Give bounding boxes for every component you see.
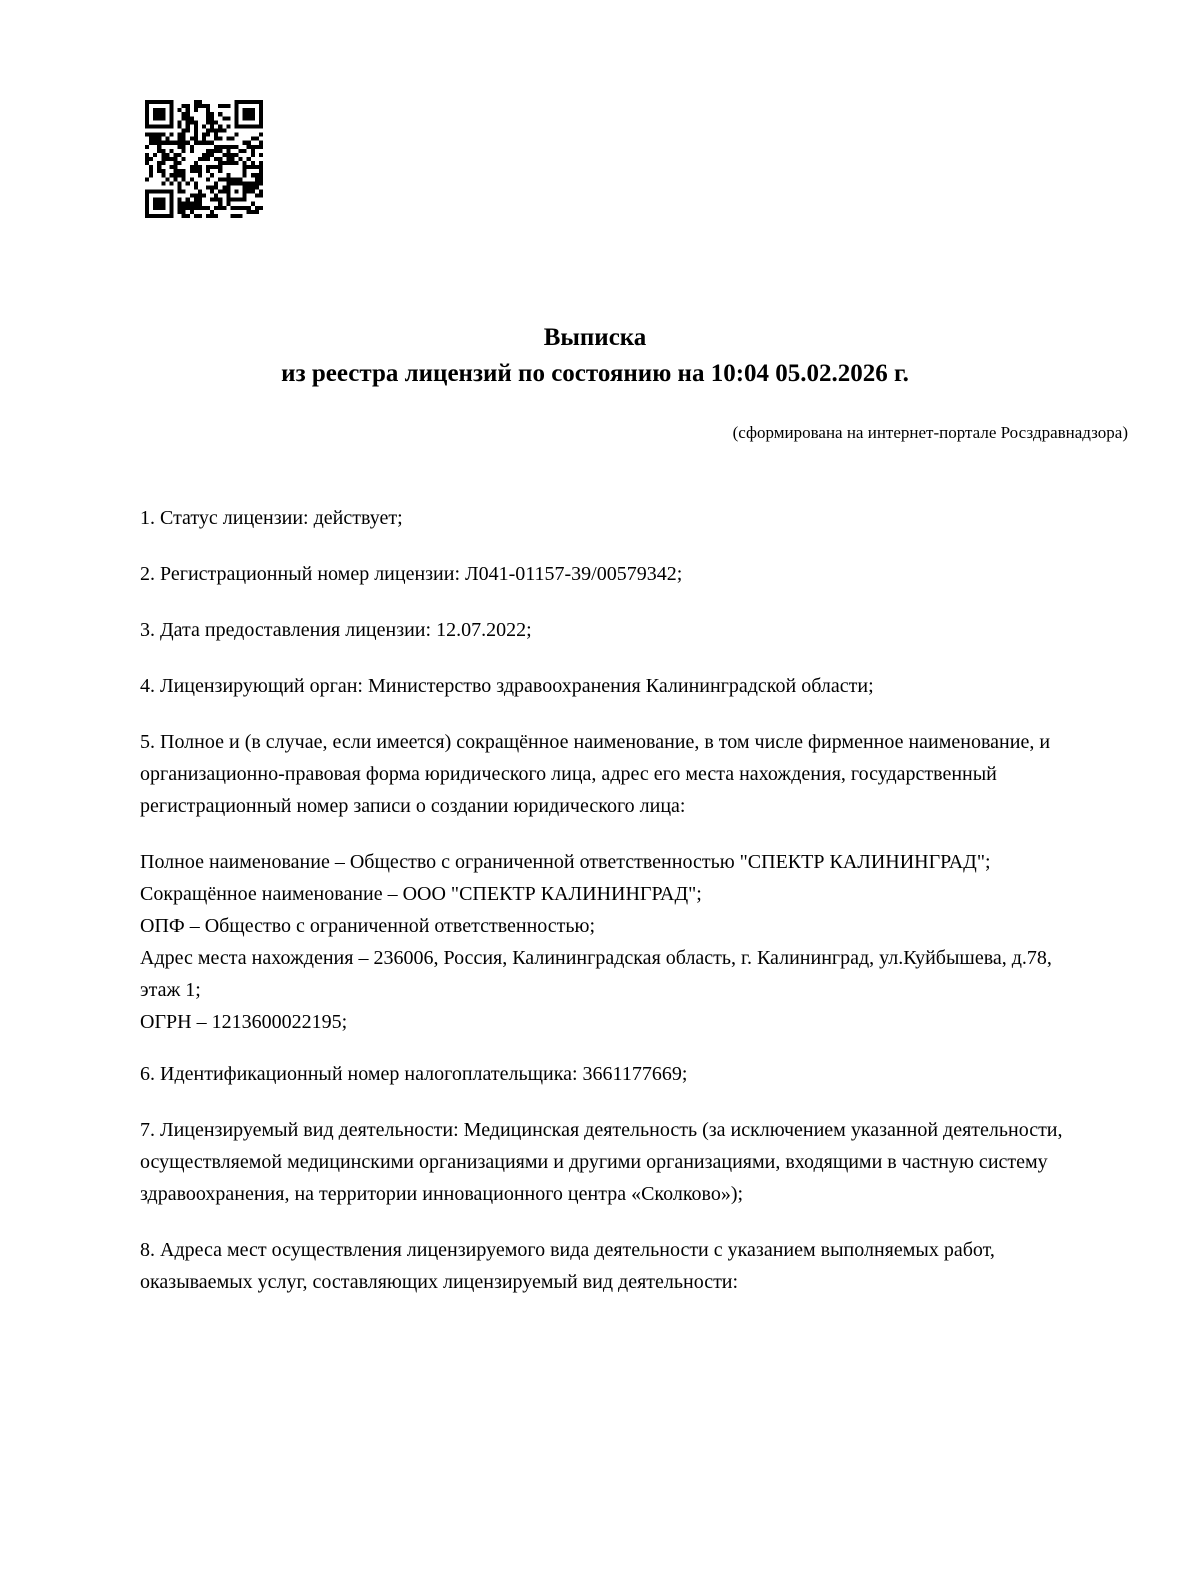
document-subtitle: (сформирована на интернет-портале Росздравнадзора) xyxy=(732,423,1128,442)
paragraph-7-activity-type xyxy=(140,1114,1090,1210)
qr-code-icon xyxy=(145,100,263,218)
title-line-2: из реестра лицензий по состоянию на 10:04 05.02.2026 г. xyxy=(281,360,909,387)
paragraph-text: 3. Дата предоставления лицензии: 12.07.2022; xyxy=(140,619,532,641)
paragraph-4-licensing-authority xyxy=(140,670,1090,702)
paragraph-6-inn xyxy=(140,1058,1090,1090)
title-line-1: Выписка xyxy=(543,324,647,351)
org-ogrn: ОГРН – 1213600022195; xyxy=(140,1011,348,1033)
document-body xyxy=(0,502,1190,1442)
paragraph-5-org-names-heading xyxy=(140,726,1090,822)
org-short-name: Сокращённое наименование – ООО "СПЕКТР КАЛИНИНГРАД"; xyxy=(140,883,702,905)
paragraph-1-status xyxy=(140,502,1090,534)
paragraph-3-license-date xyxy=(140,614,1090,646)
paragraph-2-reg-number xyxy=(140,558,1090,590)
paragraph-text: 5. Полное и (в случае, если имеется) сокращённое наименование, в том числе фирменное наименование, и организационно-правовая форма юридического лица, адрес его места нахождения, государственный регистрационный номер записи о создании юридического лица: xyxy=(140,731,1051,817)
org-address: Адрес места нахождения – 236006, Россия, Калининградская область, г. Калининград, ул.Куйбышева, д.78, этаж 1; xyxy=(140,947,1052,1001)
paragraph-text: 7. Лицензируемый вид деятельности: Медицинская деятельность (за исключением указанной деятельности, осуществляемой медицинскими организациями и другими организациями, входящими в частную систему здравоохранения, на территории инновационного центра «Сколково»); xyxy=(140,1119,1063,1205)
paragraph-text: 4. Лицензирующий орган: Министерство здравоохранения Калининградской области; xyxy=(140,675,874,697)
paragraph-text: 1. Статус лицензии: действует; xyxy=(140,507,403,529)
paragraph-text: 6. Идентификационный номер налогоплательщика: 3661177669; xyxy=(140,1063,688,1085)
org-legal-form: ОПФ – Общество с ограниченной ответственностью; xyxy=(140,915,596,937)
paragraph-text: 8. Адреса мест осуществления лицензируемого вида деятельности с указанием выполняемых работ, оказываемых услуг, составляющих лицензируемый вид деятельности: xyxy=(140,1239,995,1293)
paragraph-8-activity-addresses xyxy=(140,1234,1090,1298)
org-full-name: Полное наименование – Общество с ограниченной ответственностью "СПЕКТР КАЛИНИНГРАД"; xyxy=(140,851,991,873)
paragraph-text: 2. Регистрационный номер лицензии: Л041-01157-39/00579342; xyxy=(140,563,683,585)
